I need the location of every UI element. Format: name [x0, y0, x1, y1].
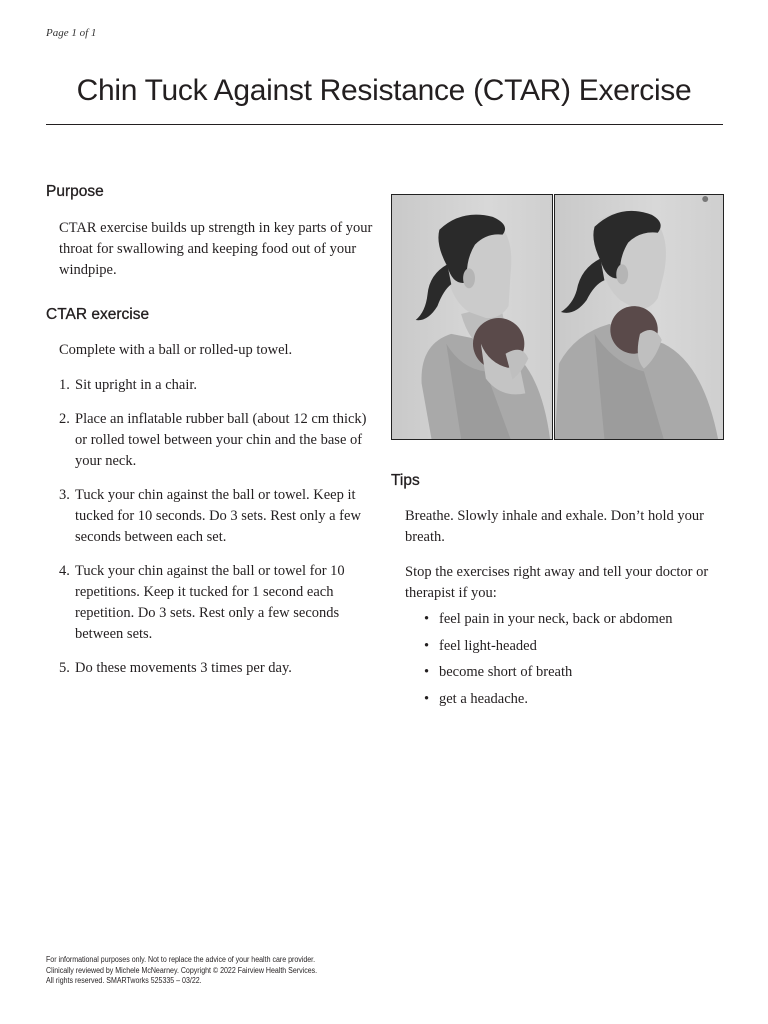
page-title: Chin Tuck Against Resistance (CTAR) Exercise: [76, 74, 692, 107]
exercise-photo-tucked: [554, 194, 724, 440]
step-item: 2. Place an inflatable rubber ball (about 12 cm thick) or rolled towel between your chin and the base of your neck.: [59, 411, 367, 469]
purpose-heading: Purpose: [46, 183, 104, 200]
list-item: • get a headache.: [424, 689, 724, 710]
page-number: Page 1 of 1: [46, 27, 97, 39]
step-item: 3. Tuck your chin against the ball or towel. Keep it tucked for 10 seconds. Do 3 sets. Rest only a few seconds between each set.: [59, 487, 361, 545]
tips-heading: Tips: [391, 472, 420, 489]
purpose-text: CTAR exercise builds up strength in key parts of your throat for swallowing and keeping food out of your windpipe.: [59, 220, 373, 278]
list-item: • feel light-headed: [424, 636, 724, 657]
tips-stop-text: Stop the exercises right away and tell your doctor or therapist if you:: [405, 564, 709, 601]
step-item: 5. Do these movements 3 times per day.: [59, 660, 292, 676]
tips-symptom-list: [424, 609, 724, 715]
list-item: • feel pain in your neck, back or abdomen: [424, 609, 724, 630]
footer-disclaimer: For informational purposes only. Not to replace the advice of your health care provider. Clinically reviewed by Michele McNearney. Copyright © 2022 Fairview Health Services. All rights reserved. SMARTworks 525335 – 03/22.: [46, 955, 318, 985]
list-item: • become short of breath: [424, 662, 724, 683]
tips-breathe-text: Breathe. Slowly inhale and exhale. Don’t hold your breath.: [405, 508, 704, 545]
exercise-photo-start: [391, 194, 553, 440]
step-item: 1. Sit upright in a chair.: [59, 377, 198, 393]
step-item: 4. Tuck your chin against the ball or towel for 10 repetitions. Keep it tucked for 1 second each repetition. Do 3 sets. Rest only a few seconds between sets.: [59, 563, 345, 642]
title-divider: [46, 124, 723, 125]
exercise-steps: [59, 375, 381, 692]
exercise-intro: Complete with a ball or rolled-up towel.: [59, 342, 293, 358]
exercise-heading: CTAR exercise: [46, 306, 150, 323]
